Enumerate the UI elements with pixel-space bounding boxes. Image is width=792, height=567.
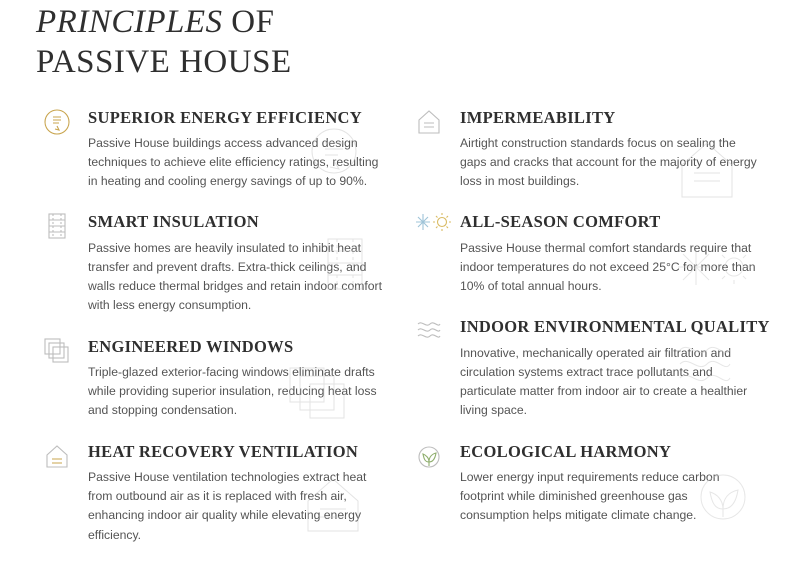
page-title [22,0,770,83]
principle-heading: SMART INSULATION [88,212,259,232]
snowflake-sun-icon [412,209,446,243]
page-title-word-of: OF [222,4,275,40]
principle-heading: HEAT RECOVERY VENTILATION [88,441,359,461]
principles-column-right [396,109,770,567]
principle-ecological-harmony [408,443,770,526]
principle-body: Lower energy input requirements reduce carbon footprint while diminished greenhouse gas consumption helps mitigate climate change. [460,469,720,523]
principle-body: Passive House ventilation technologies extract heat from outbound air as it is replaced with fresh air, enhancing indoor air quality while elevating energy efficiency. [88,469,367,542]
principle-smart-insulation [36,213,382,315]
principle-body: Passive homes are heavily insulated to inhibit heat transfer and prevent drafts. Extra-thick ceilings, and walls reduce thermal bridges and retain indoor comfort with less energy consumption. [88,240,382,313]
principle-impermeability [408,109,770,192]
principle-heading: ECOLOGICAL HARMONY [460,441,672,461]
principle-heading: INDOOR ENVIRONMENTAL QUALITY [460,317,770,337]
house-ventilation-icon [40,439,74,473]
principle-heading: ALL-SEASON COMFORT [460,212,661,232]
page-title-word-principles: PRINCIPLES [36,4,223,40]
window-panes-icon [40,334,74,368]
principle-body: Innovative, mechanically operated air filtration and circulation systems extract trace pollutants and particulate matter from indoor air to create a healthier living space. [460,345,748,418]
principle-body: Passive House buildings access advanced design techniques to achieve elite efficiency ratings, resulting in heating and cooling energy savings of up to 90%. [88,135,379,189]
principles-grid [22,109,770,567]
principle-body: Passive House thermal comfort standards require that indoor temperatures do not exceed 25°C for more than 10% of total annual hours. [460,240,756,294]
airflow-waves-icon [412,314,446,348]
insulation-icon [40,209,74,243]
page-title-line-1 [36,2,770,42]
airtight-house-icon [412,105,446,139]
page-title-line-2: PASSIVE HOUSE [36,44,292,81]
principle-body: Triple-glazed exterior-facing windows eliminate drafts while providing superior insulation, reducing heat loss and stopping condensation. [88,364,377,418]
principle-all-season-comfort [408,213,770,296]
principle-heading: ENGINEERED WINDOWS [88,336,294,356]
principle-body: Airtight construction standards focus on sealing the gaps and cracks that account for the majority of energy loss in most buildings. [460,135,757,189]
principle-heading: IMPERMEABILITY [460,107,616,127]
principles-column-left [22,109,396,567]
energy-efficiency-icon [40,105,74,139]
principle-engineered-windows [36,338,382,421]
principle-indoor-environmental-quality [408,318,770,420]
principle-heat-recovery-ventilation [36,443,382,545]
leaf-circle-icon [412,439,446,473]
principle-superior-energy-efficiency [36,109,382,192]
principle-heading: SUPERIOR ENERGY EFFICIENCY [88,107,362,127]
